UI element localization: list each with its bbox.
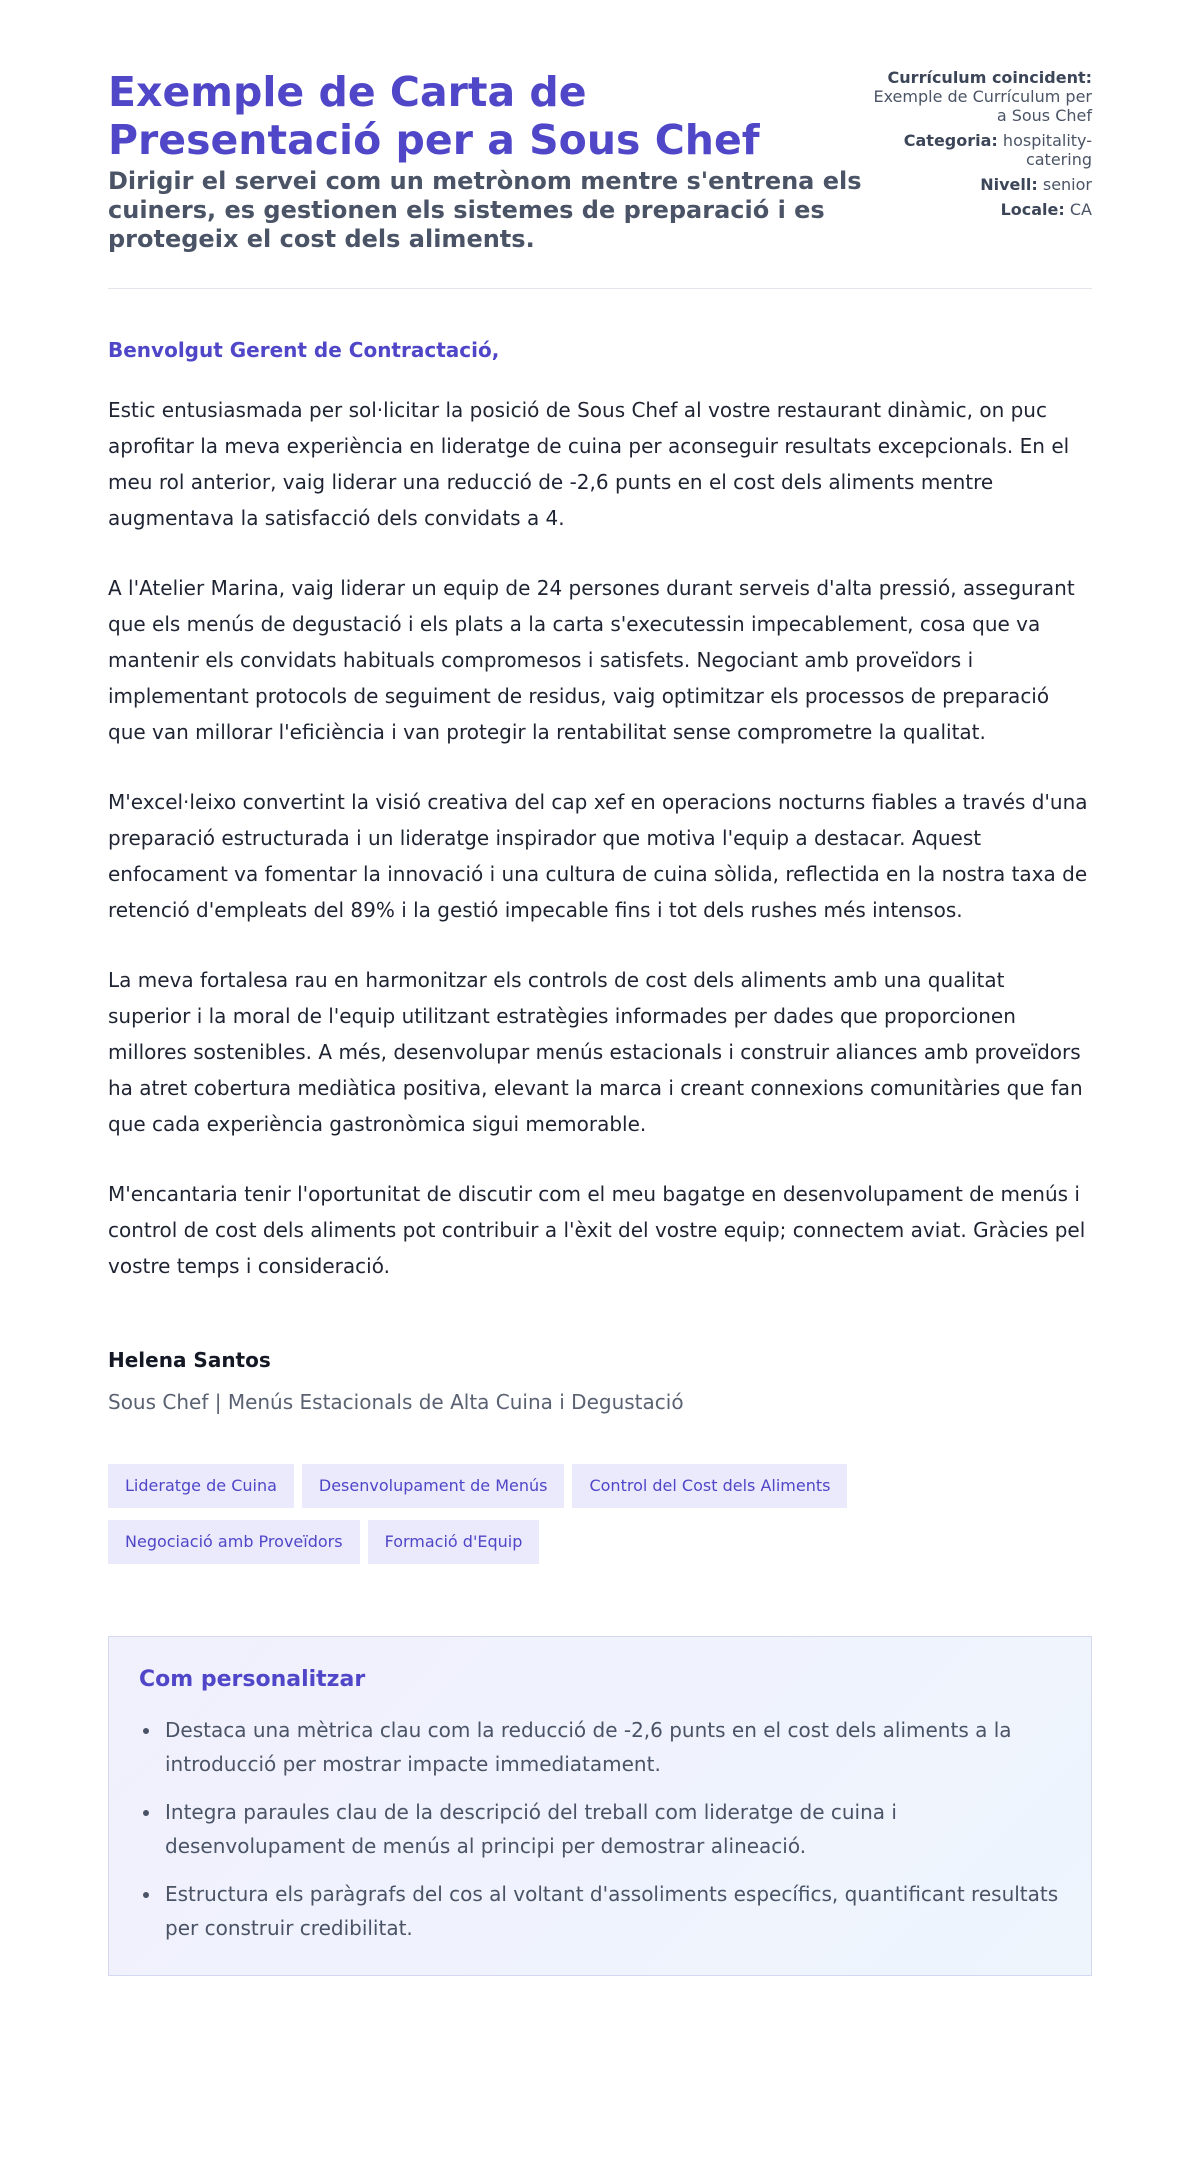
header-titles (108, 68, 868, 254)
tip-item: Destaca una mètrica clau com la reducció de -2,6 punts en el cost dels aliments a la introducció per mostrar impacte immediatament. (139, 1713, 1061, 1781)
letter-paragraph: M'excel·leixo convertint la visió creativa del cap xef en operacions nocturns fiables a través d'una preparació estructurada i un lideratge inspirador que motiva l'equip a destacar. Aquest enfocament va fomentar la innovació i una cultura de cuina sòlida, reflectida en la nostra taxa de retenció d'empleats del 89% i la gestió impecable fins i tot dels rushes més intensos. (108, 790, 1088, 922)
meta-value: CA (1069, 200, 1092, 219)
meta-key: Nivell: (980, 175, 1038, 194)
tip-item: Estructura els paràgrafs del cos al voltant d'assoliments específics, quantificant resultats per construir credibilitat. (139, 1877, 1061, 1945)
page-title: Exemple de Carta de Presentació per a Sous Chef (108, 68, 760, 164)
skill-tag: Formació d'Equip (368, 1520, 540, 1564)
meta-level (870, 175, 1092, 194)
meta-value: Exemple de Currículum per a Sous Chef (873, 87, 1092, 125)
meta-value: hospitality-catering (1002, 131, 1092, 169)
skill-tag: Lideratge de Cuina (108, 1464, 294, 1508)
letter-paragraph: La meva fortalesa rau en harmonitzar els controls de cost dels aliments amb una qualitat superior i la moral de l'equip utilitzant estratègies informades per dades que proporcionen millores sostenibles. A més, desenvolupar menús estacionals i construir aliances amb proveïdors ha atret cobertura mediàtica positiva, elevant la marca i creant connexions comunitàries que fan que cada experiència gastronòmica sigui memorable. (108, 968, 1083, 1136)
letter-paragraph: M'encantaria tenir l'oportunitat de discutir com el meu bagatge en desenvolupament de menús i control de cost dels aliments pot contribuir a l'èxit del vostre equip; connectem aviat. Gràcies pel vostre temps i consideració. (108, 1182, 1086, 1278)
page-header (108, 68, 1092, 289)
meta-matching-resume (870, 68, 1092, 125)
letter-paragraph: Estic entusiasmada per sol·licitar la posició de Sous Chef al vostre restaurant dinàmic, on puc aprofitar la meva experiència en lideratge de cuina per aconseguir resultats excepcionals. En el meu rol anterior, vaig liderar una reducció de -2,6 punts en el cost dels aliments mentre augmentava la satisfacció dels convidats a 4. (108, 398, 1070, 530)
meta-key: Locale: (1000, 200, 1065, 219)
signature-block (108, 1348, 1092, 1414)
meta-category (870, 131, 1092, 169)
skill-tags (108, 1464, 1008, 1576)
signature-name: Helena Santos (108, 1348, 271, 1372)
meta-panel (870, 68, 1092, 225)
meta-key: Currículum coincident: (887, 68, 1092, 87)
meta-locale (870, 200, 1092, 219)
skill-tag: Desenvolupament de Menús (302, 1464, 565, 1508)
letter-body (108, 338, 1092, 1284)
tips-list (139, 1713, 1061, 1945)
tip-item: Integra paraules clau de la descripció del treball com lideratge de cuina i desenvolupament de menús al principi per demostrar alineació. (139, 1795, 1061, 1863)
meta-value: senior (1042, 175, 1092, 194)
letter-greeting: Benvolgut Gerent de Contractació, (108, 338, 500, 362)
skill-tag: Negociació amb Proveïdors (108, 1520, 360, 1564)
customization-tips (108, 1636, 1092, 1976)
page-subtitle: Dirigir el servei com un metrònom mentre s'entrena els cuiners, es gestionen els sistemes de preparació i es protegeix el cost dels aliments. (108, 167, 862, 253)
letter-paragraph: A l'Atelier Marina, vaig liderar un equip de 24 persones durant serveis d'alta pressió, assegurant que els menús de degustació i els plats a la carta s'executessin impecablement, cosa que va mantenir els convidats habituals compromesos i satisfets. Negociant amb proveïdors i implementant protocols de seguiment de residus, vaig optimitzar els processos de preparació que van millorar l'eficiència i van protegir la rentabilitat sense comprometre la qualitat. (108, 576, 1075, 744)
signature-role: Sous Chef | Menús Estacionals de Alta Cuina i Degustació (108, 1390, 684, 1414)
meta-key: Categoria: (903, 131, 998, 150)
tips-title: Com personalitzar (139, 1667, 366, 1692)
skill-tag: Control del Cost dels Aliments (572, 1464, 847, 1508)
